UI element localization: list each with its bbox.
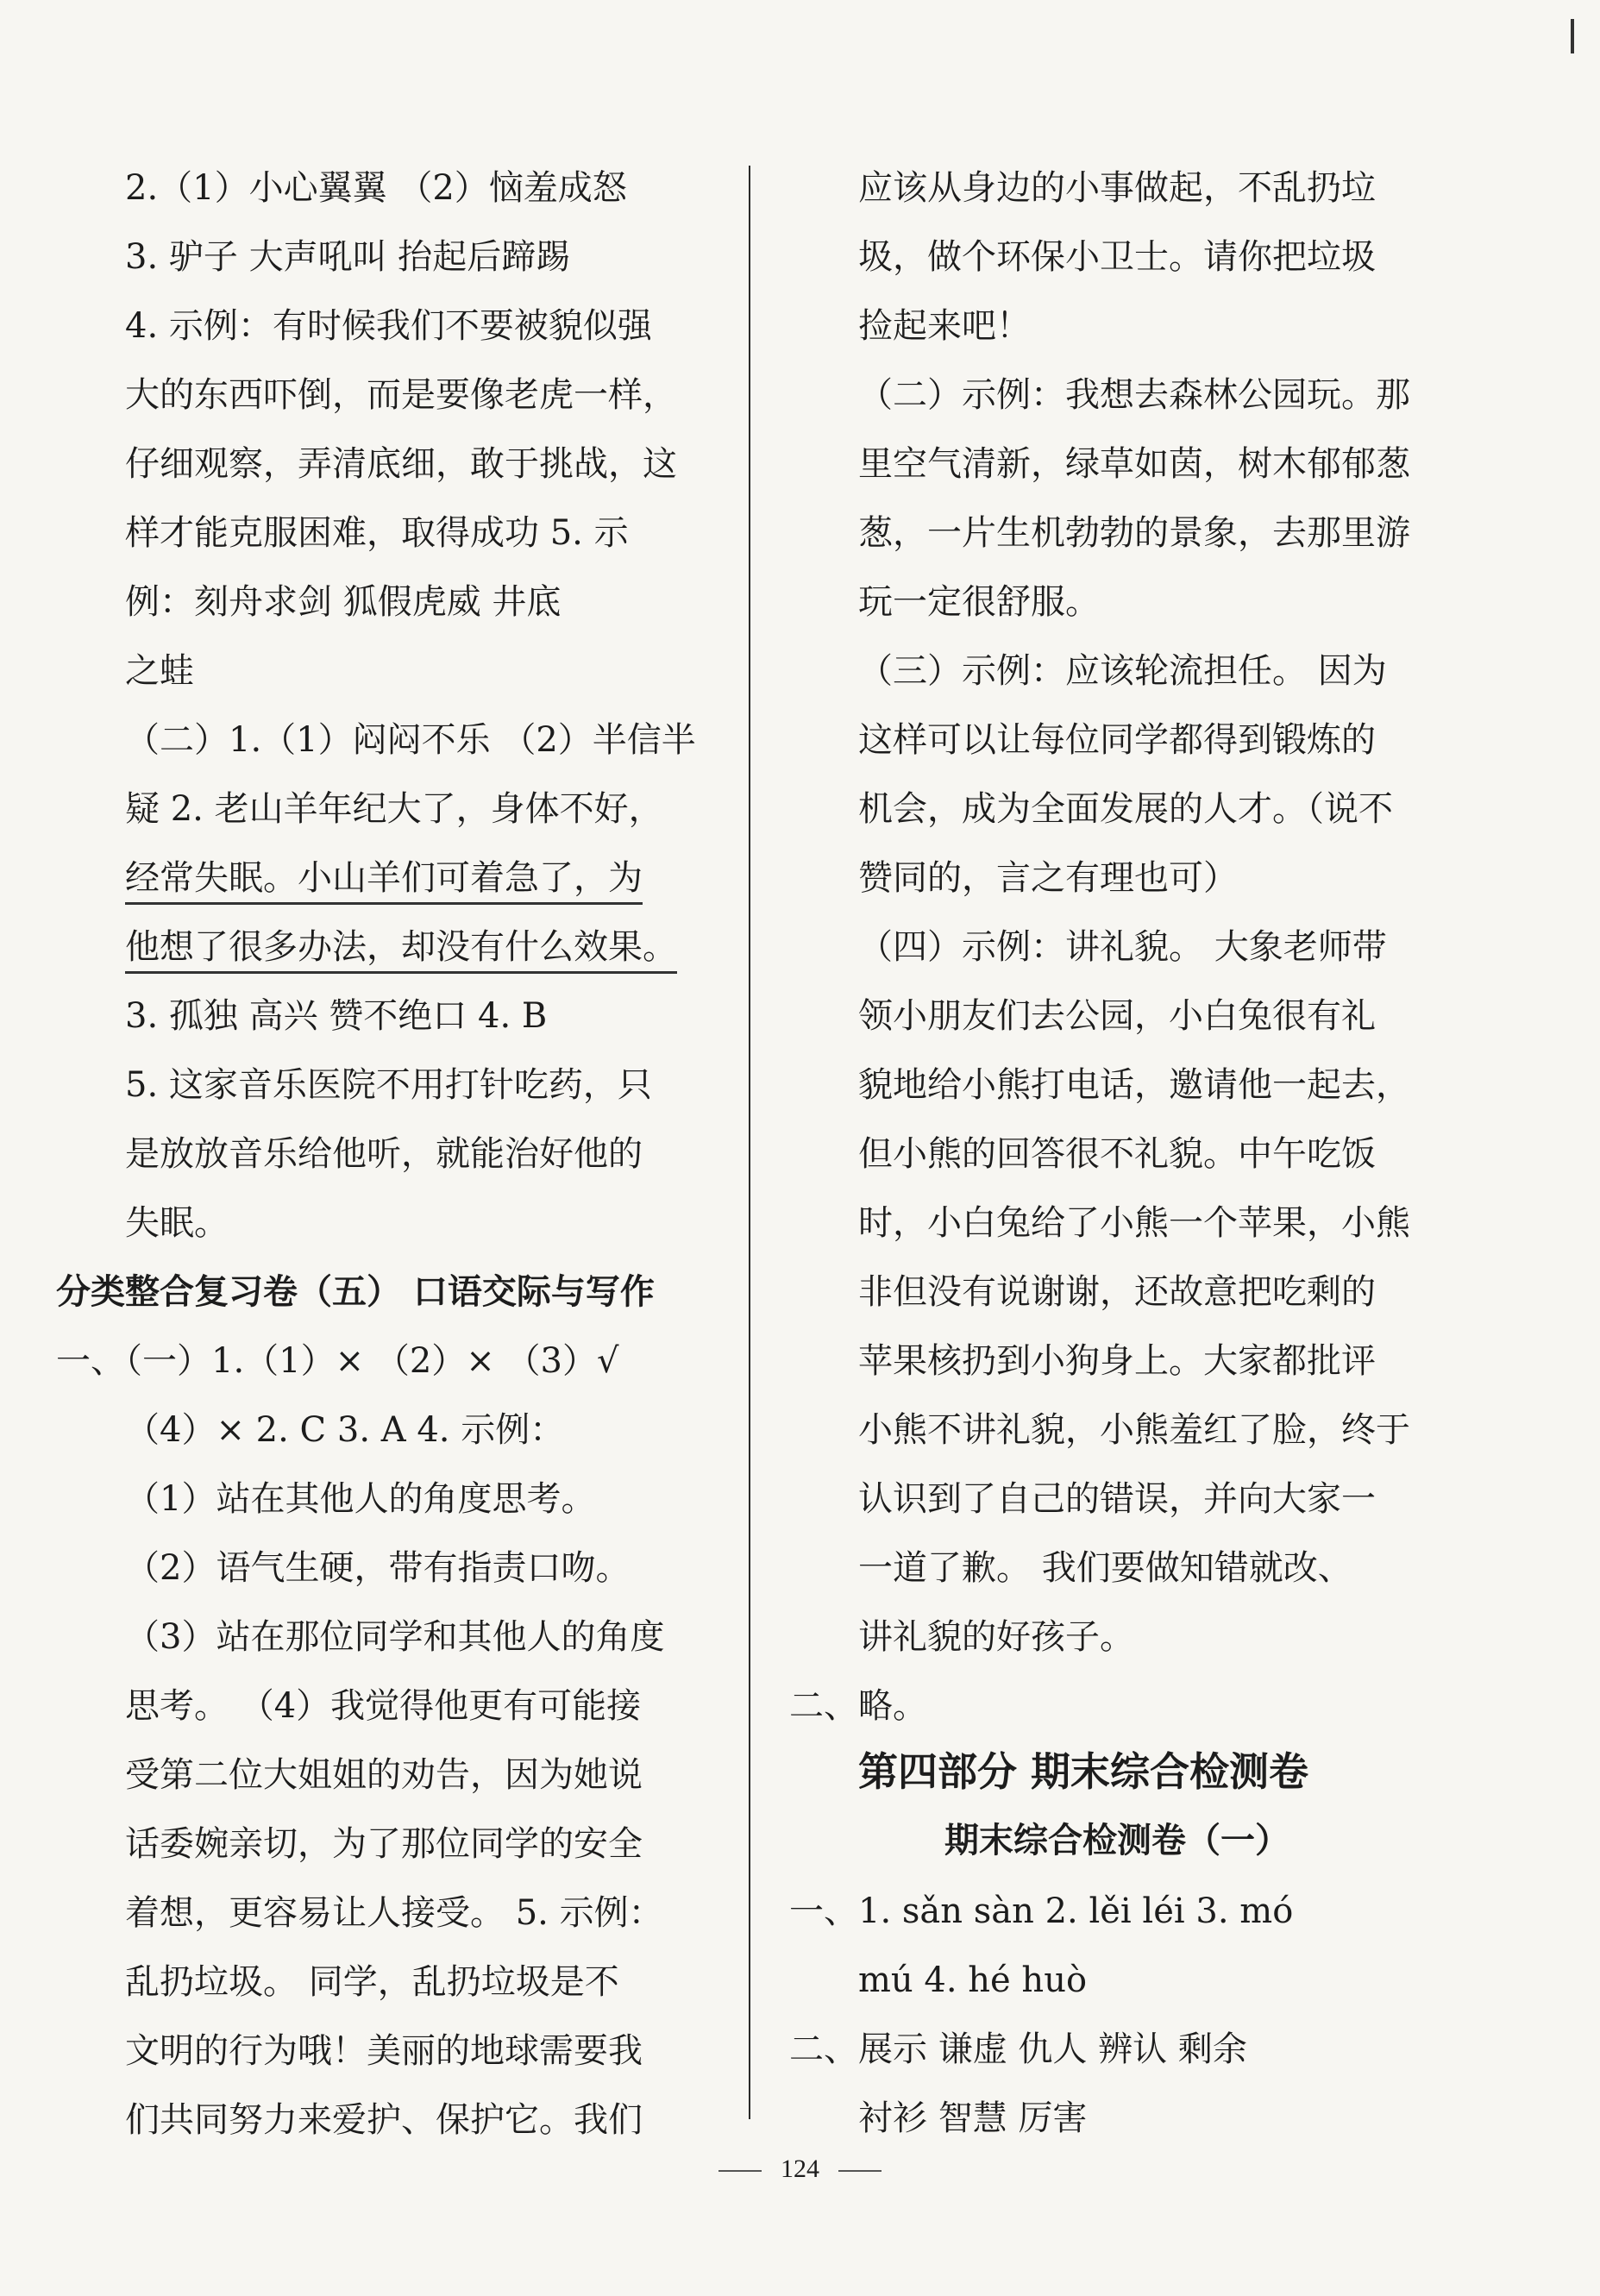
text-line: 3. 孤独 高兴 赞不绝口 4. B (125, 996, 548, 1036)
text-line: 文明的行为哦！美丽的地球需要我 (125, 2031, 643, 2071)
page-number-text: 124 (781, 2155, 819, 2183)
part-title: 第四部分 期末综合检测卷 (858, 1748, 1309, 1795)
text-line: 玩一定很舒服。 (858, 582, 1100, 622)
text-line: 机会，成为全面发展的人才。（说不 (858, 789, 1393, 829)
text-line: 小熊不讲礼貌，小熊羞红了脸，终于 (858, 1410, 1410, 1450)
text-line: 苹果核扔到小狗身上。大家都批评 (858, 1341, 1376, 1381)
text-line: 们共同努力来爱护、保护它。我们 (125, 2100, 643, 2140)
text-line: 二、略。 (789, 1686, 927, 1726)
dash-right (838, 2170, 882, 2172)
dash-left (718, 2170, 762, 2172)
text-line: 失眠。 (125, 1203, 229, 1243)
text-line: 乱扔垃圾。 同学，乱扔垃圾是不 (125, 1962, 619, 2002)
text-line: （三）示例：应该轮流担任。 因为 (858, 651, 1387, 691)
text-line: 2.（1）小心翼翼 （2）恼羞成怒 (125, 168, 627, 208)
text-line: 圾，做个环保小卫士。请你把垃圾 (858, 237, 1376, 277)
text-line: mú 4. hé huò (858, 1960, 1088, 2000)
text-line: 认识到了自己的错误，并向大家一 (858, 1479, 1376, 1519)
underlined-text-line: 经常失眠。小山羊们可着急了，为 (125, 856, 643, 905)
column-divider (749, 166, 750, 2119)
text-line: 受第二位大姐姐的劝告，因为她说 (125, 1755, 643, 1795)
text-line: 一、1. sǎn sàn 2. lěi léi 3. mó (789, 1891, 1294, 1931)
text-line: 二、展示 谦虚 仇人 辨认 剩余 (789, 2029, 1247, 2069)
text-line: （1）站在其他人的角度思考。 (125, 1479, 596, 1519)
text-line: 时，小白兔给了小熊一个苹果，小熊 (858, 1203, 1410, 1243)
text-line: 捡起来吧！ (858, 306, 1031, 346)
text-line: 仔细观察，弄清底细，敢于挑战，这 (125, 444, 677, 484)
exam-title: 期末综合检测卷（一） (944, 1820, 1289, 1860)
text-line: 应该从身边的小事做起，不乱扔垃 (858, 168, 1376, 208)
text-line: 一、（一）1.（1）× （2）× （3）√ (56, 1341, 619, 1381)
text-line: 着想，更容易让人接受。 5. 示例： (125, 1893, 663, 1933)
page-edge-mark (1571, 19, 1574, 53)
text-line: （2）语气生硬，带有指责口吻。 (125, 1548, 631, 1588)
text-line: 思考。 （4）我觉得他更有可能接 (125, 1686, 642, 1726)
text-line: 赞同的，言之有理也可） (858, 858, 1238, 898)
page-number (0, 2155, 1600, 2184)
text-line: 领小朋友们去公园，小白兔很有礼 (858, 996, 1376, 1036)
section-heading: 分类整合复习卷（五） 口语交际与写作 (56, 1271, 655, 1312)
text-line: 葱，一片生机勃勃的景象，去那里游 (858, 513, 1410, 553)
text-line: 里空气清新，绿草如茵，树木郁郁葱 (858, 444, 1410, 484)
text-line: 但小熊的回答很不礼貌。中午吃饭 (858, 1134, 1376, 1174)
text-line: （四）示例：讲礼貌。 大象老师带 (858, 927, 1387, 967)
text-line: 大的东西吓倒，而是要像老虎一样， (125, 375, 677, 415)
text-line: （二）1.（1）闷闷不乐 （2）半信半 (125, 720, 696, 760)
text-line: 4. 示例：有时候我们不要被貌似强 (125, 306, 652, 346)
text-line: 是放放音乐给他听，就能治好他的 (125, 1134, 643, 1174)
text-line: 3. 驴子 大声吼叫 抬起后蹄踢 (125, 237, 571, 277)
text-line: （3）站在那位同学和其他人的角度 (125, 1617, 665, 1657)
text-line: 一道了歉。 我们要做知错就改、 (858, 1548, 1352, 1588)
text-line: 话委婉亲切，为了那位同学的安全 (125, 1824, 643, 1864)
text-line: （4）× 2. C 3. A 4. 示例： (125, 1410, 565, 1450)
text-line: 貌地给小熊打电话，邀请他一起去， (858, 1065, 1410, 1105)
underlined-text-line: 他想了很多办法，却没有什么效果。 (125, 925, 677, 974)
text-line: 疑 2. 老山羊年纪大了，身体不好， (125, 789, 663, 829)
text-line: 这样可以让每位同学都得到锻炼的 (858, 720, 1376, 760)
text-line: （二）示例：我想去森林公园玩。那 (858, 375, 1410, 415)
text-line: 非但没有说谢谢，还故意把吃剩的 (858, 1272, 1376, 1312)
text-line: 之蛙 (125, 651, 194, 691)
text-line: 衬衫 智慧 厉害 (858, 2098, 1088, 2138)
text-line: 例：刻舟求剑 狐假虎威 井底 (125, 582, 562, 622)
text-line: 样才能克服困难，取得成功 5. 示 (125, 513, 629, 553)
text-line: 讲礼貌的好孩子。 (858, 1617, 1134, 1657)
text-line: 5. 这家音乐医院不用打针吃药，只 (125, 1065, 652, 1105)
